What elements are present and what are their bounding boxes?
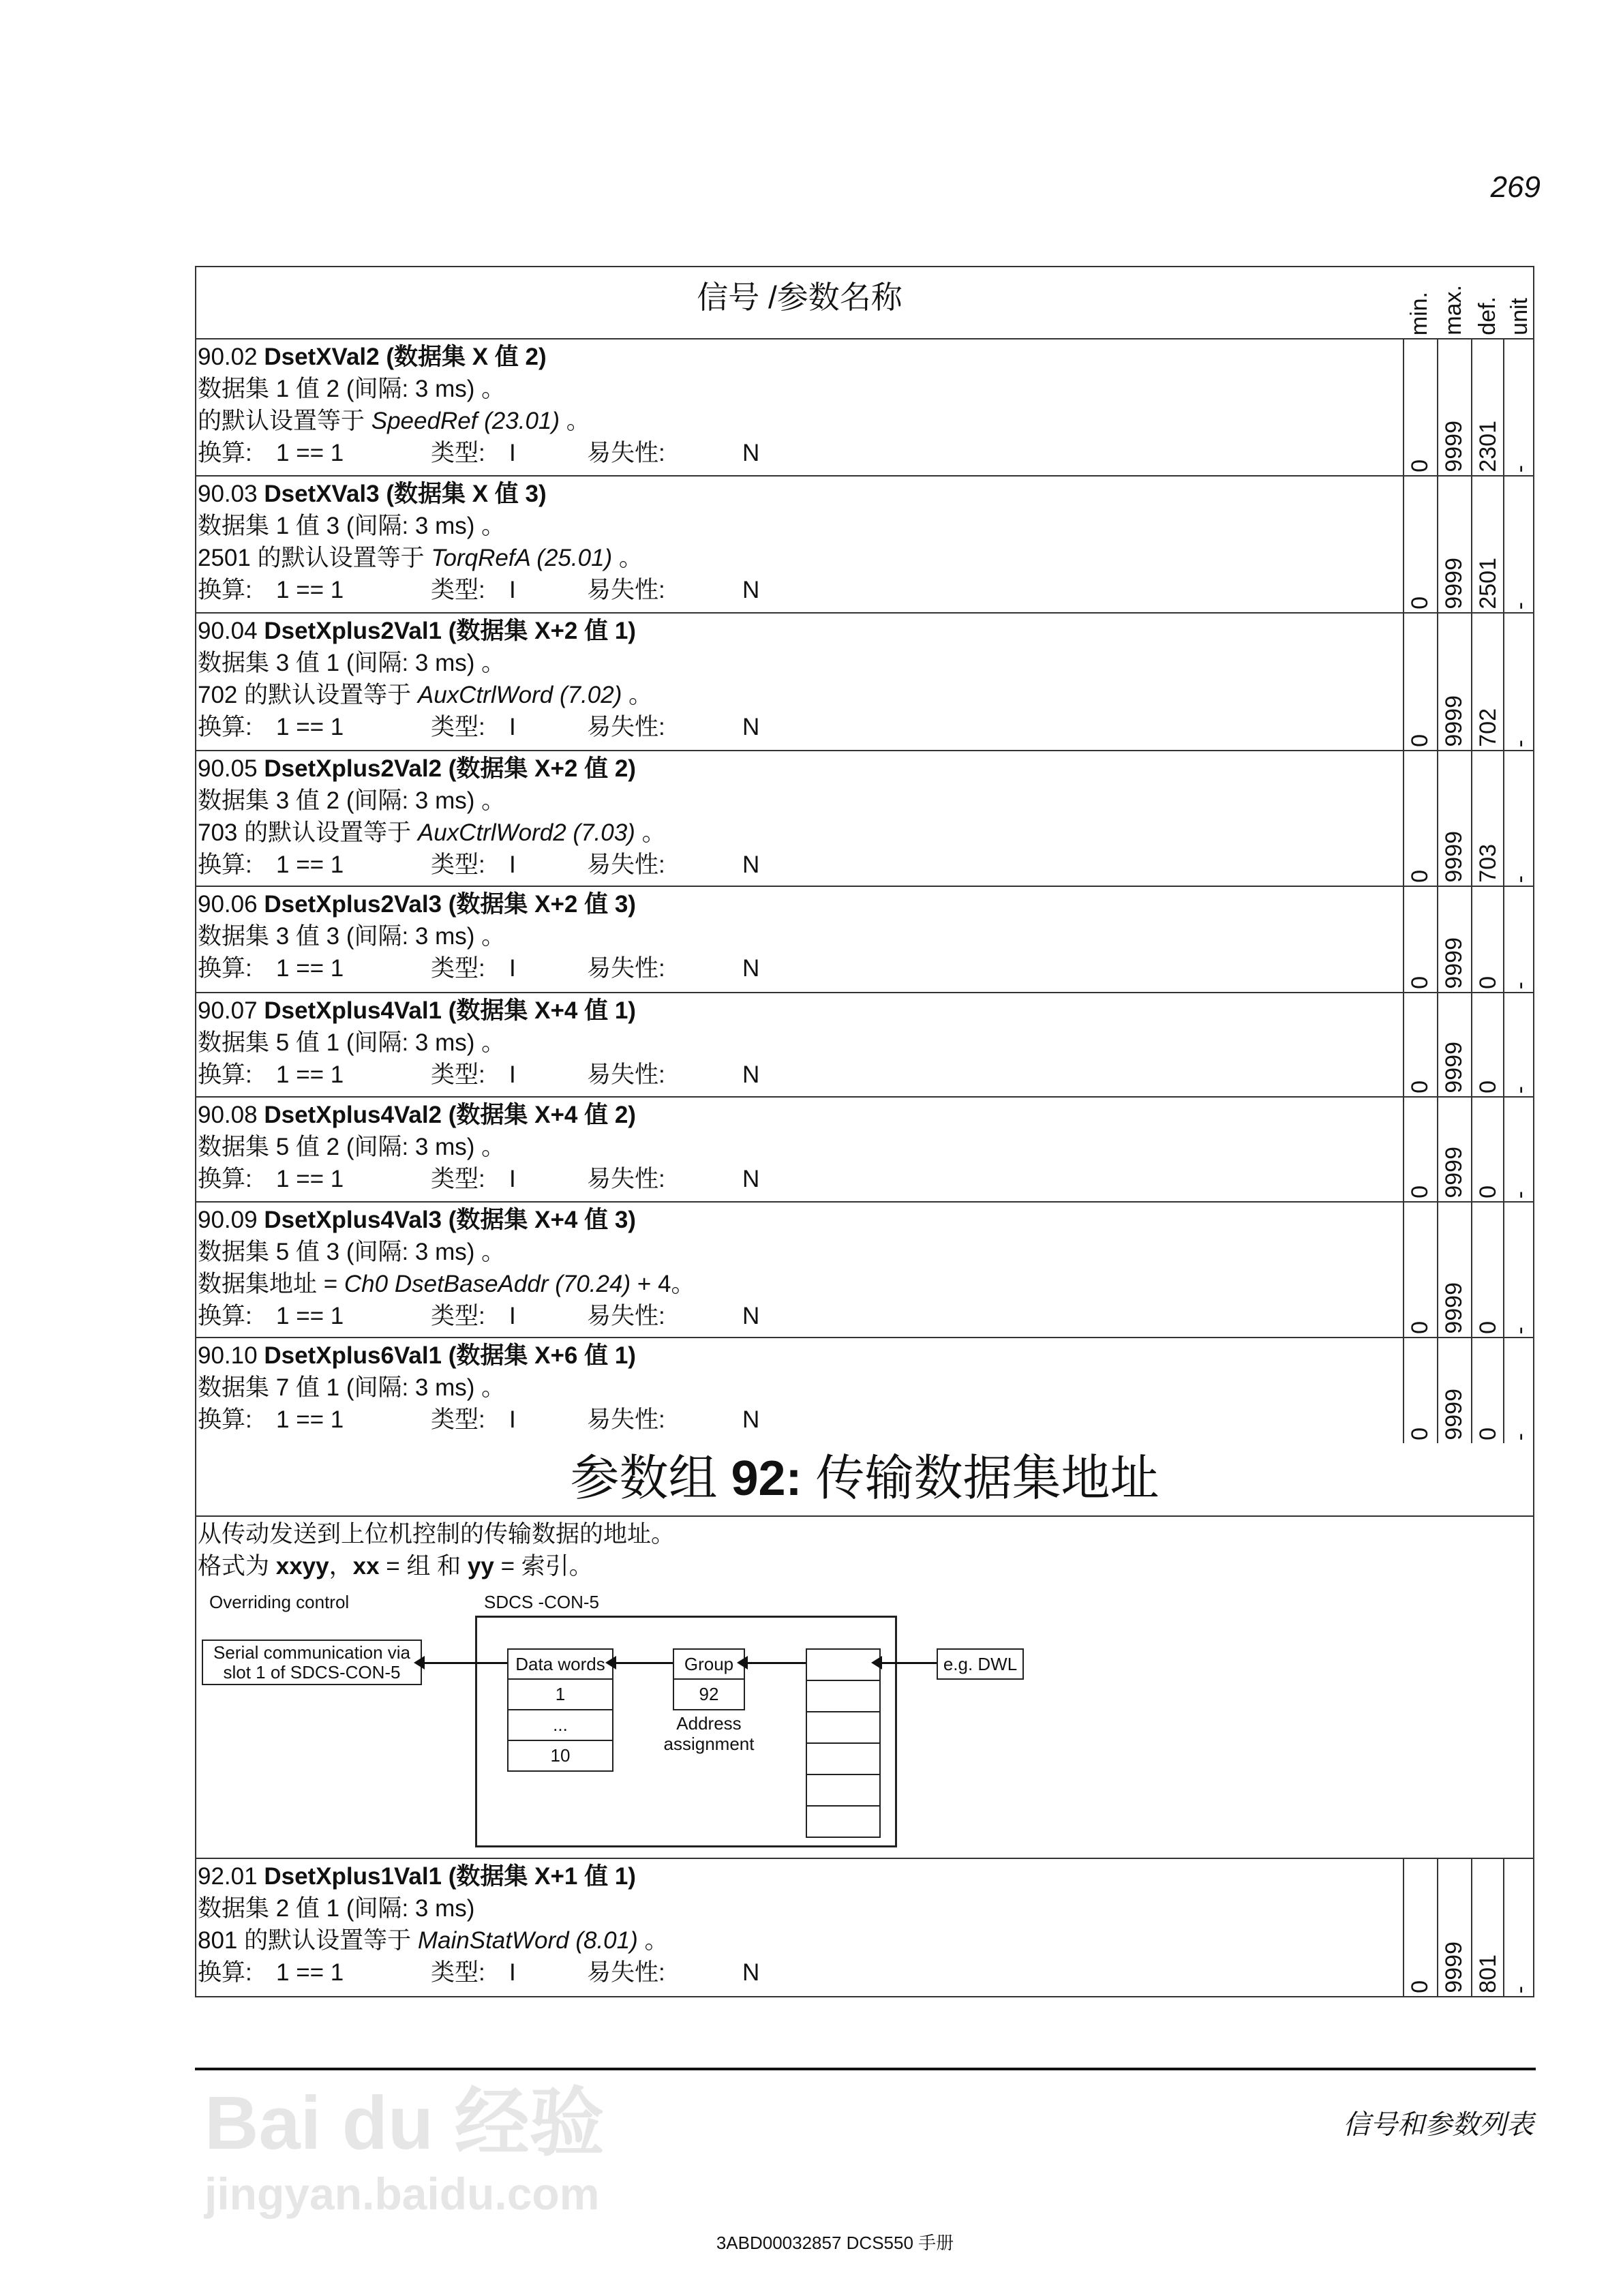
value-unit: - [1507, 464, 1533, 472]
value-max: 9999 [1441, 695, 1467, 747]
footer-document: 3ABD00032857 DCS550 手册 [716, 2233, 954, 2253]
param-attributes [198, 1957, 1403, 1989]
param-desc-line [198, 1268, 1403, 1300]
data-words-header: Data words [507, 1648, 613, 1680]
group-heading [196, 1443, 1533, 1517]
value-cell-unit [1503, 751, 1534, 886]
attr: 类型: [431, 1166, 485, 1192]
attr: 1 == 1 [276, 714, 344, 740]
param-attributes [198, 1059, 1403, 1091]
param-title [198, 995, 1403, 1027]
attr: 换算: [198, 1959, 252, 1986]
serial-box [202, 1640, 422, 1685]
col-unit: unit [1506, 298, 1532, 335]
param-name: DsetXplus6Val1 (数据集 X+6 值 1) [264, 1342, 636, 1369]
value-cell-unit [1503, 1859, 1534, 1996]
t: slot 1 of SDCS-CON-5 [223, 1662, 401, 1682]
attr: 换算: [198, 714, 252, 740]
value-min: 0 [1407, 459, 1433, 472]
value-cell-min [1403, 477, 1437, 612]
param-text [196, 1860, 1403, 1989]
t: assignment [663, 1734, 755, 1754]
t: yy [467, 1553, 494, 1580]
param-desc-line [198, 510, 1403, 542]
value-cell-max [1437, 614, 1471, 750]
param-name: DsetXplus4Val2 (数据集 X+4 值 2) [264, 1102, 636, 1128]
attr: I [509, 955, 516, 982]
value-def: 0 [1475, 1321, 1501, 1334]
desc-segment: 702 的默认设置等于 [198, 682, 418, 708]
param-name: DsetXplus4Val1 (数据集 X+4 值 1) [264, 997, 636, 1024]
param-text [196, 478, 1403, 606]
value-def: 0 [1475, 1185, 1501, 1198]
value-cell-def [1471, 1859, 1503, 1996]
attr: 1 == 1 [276, 1166, 344, 1192]
param-title [198, 1099, 1403, 1131]
attr: 类型: [431, 955, 485, 982]
value-unit: - [1507, 1985, 1533, 1993]
value-unit: - [1507, 1085, 1533, 1093]
param-desc-line [198, 920, 1403, 952]
desc-segment: MainStatWord (8.01) [417, 1927, 638, 1954]
value-cell-def [1471, 614, 1503, 750]
value-cell-def [1471, 1338, 1503, 1443]
table-row [196, 339, 1533, 477]
address-assignment-label [641, 1713, 777, 1754]
attr: N [742, 577, 760, 603]
value-cell-max [1437, 751, 1471, 886]
table-row [196, 751, 1533, 887]
value-cell-min [1403, 1203, 1437, 1337]
attr: 类型: [431, 851, 485, 878]
table-header [196, 267, 1533, 339]
arrow-to-data-words [615, 1662, 673, 1664]
attr: I [509, 440, 516, 466]
value-def: 2501 [1475, 558, 1501, 609]
attr: 换算: [198, 1406, 252, 1433]
attr: 易失性: [587, 577, 665, 603]
group-box: Group [673, 1648, 745, 1680]
attr: I [509, 1166, 516, 1192]
value-unit: - [1507, 875, 1533, 883]
attr: 类型: [431, 714, 485, 740]
t: = 索引。 [494, 1553, 593, 1580]
attr: N [742, 1959, 760, 1986]
attr: 类型: [431, 1303, 485, 1329]
attr: 1 == 1 [276, 1959, 344, 1986]
desc-segment: AuxCtrlWord (7.02) [417, 682, 622, 708]
value-min: 0 [1407, 1185, 1433, 1198]
param-desc-line [198, 1924, 1403, 1957]
param-title [198, 341, 1403, 373]
value-cell-unit [1503, 1203, 1534, 1337]
t: ， [329, 1553, 353, 1580]
header-title: 信号 /参数名称 [697, 280, 902, 315]
desc-segment: 数据集 5 值 2 (间隔: 3 ms) 。 [198, 1134, 506, 1160]
t: = 组 和 [379, 1553, 468, 1580]
value-max: 9999 [1441, 1147, 1467, 1198]
overriding-label: Overriding control [209, 1592, 350, 1612]
value-cell-max [1437, 339, 1471, 475]
desc-segment: 数据集 3 值 3 (间隔: 3 ms) 。 [198, 923, 506, 950]
value-cell-unit [1503, 887, 1534, 992]
param-desc-line [198, 1372, 1403, 1404]
value-cell-min [1403, 1338, 1437, 1443]
attr: 1 == 1 [276, 1061, 344, 1088]
param-code: 90.09 [198, 1207, 258, 1233]
arrow-to-stack [881, 1662, 937, 1664]
value-max: 9999 [1441, 421, 1467, 472]
watermark-url: jingyan.baidu.com [204, 2169, 600, 2219]
table-row [196, 1859, 1533, 1996]
table-row [196, 993, 1533, 1098]
sdcs-label: SDCS -CON-5 [484, 1592, 600, 1612]
value-max: 9999 [1441, 558, 1467, 609]
value-cell-unit [1503, 614, 1534, 750]
value-cell-unit [1503, 993, 1534, 1096]
attr: 1 == 1 [276, 1303, 344, 1329]
param-desc-line [198, 373, 1403, 405]
param-desc-line [198, 542, 1403, 574]
value-cell-max [1437, 477, 1471, 612]
t: xxyy [275, 1553, 329, 1580]
param-title [198, 1860, 1403, 1892]
attr: 易失性: [587, 714, 665, 740]
watermark-logo: Bai du 经验 [204, 2081, 605, 2165]
param-attributes [198, 711, 1403, 743]
arrow-to-group [746, 1662, 806, 1664]
value-cell-min [1403, 1098, 1437, 1201]
attr: I [509, 851, 516, 878]
table-row [196, 887, 1533, 993]
desc-segment: + 4。 [631, 1271, 695, 1297]
desc-segment: 数据集 1 值 2 (间隔: 3 ms) 。 [198, 376, 506, 402]
desc-segment: 的默认设置等于 [198, 408, 371, 434]
source-box: e.g. DWL [937, 1648, 1024, 1680]
attr: 换算: [198, 851, 252, 878]
desc-line: 从传动发送到上位机控制的传输数据的地址。 [198, 1521, 676, 1547]
parameter-table [195, 266, 1534, 1997]
value-unit: - [1507, 739, 1533, 747]
table-row [196, 477, 1533, 614]
value-def: 2301 [1475, 421, 1501, 472]
value-def: 0 [1475, 1081, 1501, 1093]
attr: I [509, 577, 516, 603]
param-title [198, 1340, 1403, 1372]
attr: 换算: [198, 1061, 252, 1088]
param-attributes [198, 574, 1403, 606]
attr: N [742, 1406, 760, 1433]
group-number-box: 92 [673, 1678, 745, 1710]
attr: I [509, 1061, 516, 1088]
param-desc-line [198, 405, 1403, 437]
value-cell-def [1471, 477, 1503, 612]
attr: I [509, 714, 516, 740]
value-cell-min [1403, 993, 1437, 1096]
arrow-to-serial [423, 1662, 507, 1664]
t: 格式为 [198, 1553, 276, 1580]
param-code: 90.10 [198, 1342, 258, 1369]
address-stack-cell [806, 1648, 881, 1681]
param-code: 90.04 [198, 618, 258, 644]
desc-segment: 数据集 7 值 1 (间隔: 3 ms) 。 [198, 1374, 506, 1401]
value-cell-max [1437, 887, 1471, 992]
desc-segment: 数据集 5 值 3 (间隔: 3 ms) 。 [198, 1239, 506, 1265]
desc-segment: 数据集 1 值 3 (间隔: 3 ms) 。 [198, 513, 506, 539]
value-max: 9999 [1441, 1042, 1467, 1093]
attr: I [509, 1406, 516, 1433]
group-prefix: 参数组 [570, 1451, 731, 1506]
param-name: DsetXplus4Val3 (数据集 X+4 值 3) [264, 1207, 636, 1233]
param-name: DsetXVal3 (数据集 X 值 3) [264, 481, 547, 507]
data-word-cell: 10 [507, 1740, 613, 1772]
value-cell-unit [1503, 1098, 1534, 1201]
param-name: DsetXplus2Val3 (数据集 X+2 值 3) [264, 891, 636, 918]
value-cell-unit [1503, 1338, 1534, 1443]
group-title: 传输数据集地址 [802, 1451, 1159, 1506]
value-min: 0 [1407, 1428, 1433, 1440]
footer-divider [195, 2068, 1536, 2070]
value-min: 0 [1407, 1081, 1433, 1093]
value-cell-min [1403, 614, 1437, 750]
attr: 易失性: [587, 955, 665, 982]
desc-segment: 数据集 2 值 1 (间隔: 3 ms) [198, 1895, 475, 1922]
attr: 易失性: [587, 851, 665, 878]
desc-segment: 。 [560, 408, 590, 434]
value-unit: - [1507, 601, 1533, 609]
param-text [196, 753, 1403, 881]
value-min: 0 [1407, 1321, 1433, 1334]
attr: 易失性: [587, 440, 665, 466]
value-cell-max [1437, 993, 1471, 1096]
t: xx [352, 1553, 380, 1580]
value-unit: - [1507, 1326, 1533, 1334]
param-text [196, 995, 1403, 1091]
value-cell-def [1471, 887, 1503, 992]
data-word-cell: 1 [507, 1678, 613, 1710]
param-title [198, 478, 1403, 510]
param-desc-line [198, 679, 1403, 711]
param-desc-line [198, 1027, 1403, 1059]
value-min: 0 [1407, 734, 1433, 747]
param-name: DsetXplus2Val1 (数据集 X+2 值 1) [264, 618, 636, 644]
desc-segment: 801 的默认设置等于 [198, 1927, 418, 1954]
attr: 换算: [198, 955, 252, 982]
attr: 换算: [198, 577, 252, 603]
param-attributes [198, 437, 1403, 469]
value-cell-unit [1503, 339, 1534, 475]
param-code: 90.03 [198, 481, 258, 507]
table-row [196, 1203, 1533, 1338]
param-desc-line [198, 1236, 1403, 1268]
attr: 类型: [431, 577, 485, 603]
value-def: 0 [1475, 1428, 1501, 1440]
param-code: 90.05 [198, 755, 258, 782]
desc-segment: 703 的默认设置等于 [198, 819, 418, 846]
attr: N [742, 1061, 760, 1088]
param-attributes [198, 1163, 1403, 1195]
t: Serial communication via [213, 1642, 410, 1663]
address-stack-cell [806, 1680, 881, 1712]
attr: 换算: [198, 1166, 252, 1192]
param-title [198, 1204, 1403, 1236]
attr: 易失性: [587, 1303, 665, 1329]
param-code: 90.02 [198, 344, 258, 370]
desc-segment: 数据集地址 = [198, 1271, 344, 1297]
param-desc-line [198, 647, 1403, 679]
attr: 类型: [431, 1061, 485, 1088]
address-stack-cell [806, 1742, 881, 1775]
value-cell-unit [1503, 477, 1534, 612]
param-desc-line [198, 817, 1403, 849]
value-unit: - [1507, 1190, 1533, 1198]
value-cell-min [1403, 887, 1437, 992]
desc-segment: 数据集 3 值 1 (间隔: 3 ms) 。 [198, 650, 506, 676]
desc-segment: TorqRefA (25.01) [431, 545, 613, 571]
value-min: 0 [1407, 596, 1433, 609]
footer-section: 信号和参数列表 [1343, 2109, 1534, 2141]
param-code: 90.07 [198, 997, 258, 1024]
param-text [196, 1340, 1403, 1436]
group-number: 92: [731, 1451, 802, 1506]
value-min: 0 [1407, 870, 1433, 883]
param-text [196, 615, 1403, 743]
table-row [196, 1338, 1533, 1443]
param-title [198, 753, 1403, 785]
attr: 1 == 1 [276, 440, 344, 466]
attr: 易失性: [587, 1061, 665, 1088]
value-cell-min [1403, 751, 1437, 886]
param-text [196, 1099, 1403, 1195]
attr: 1 == 1 [276, 851, 344, 878]
address-stack-cell [806, 1711, 881, 1744]
param-text [196, 1204, 1403, 1332]
attr: 易失性: [587, 1166, 665, 1192]
format-line [198, 1550, 1403, 1582]
value-def: 702 [1475, 708, 1501, 747]
attr: N [742, 955, 760, 982]
value-def: 801 [1475, 1954, 1501, 1993]
desc-segment: SpeedRef (23.01) [371, 408, 560, 434]
value-max: 9999 [1441, 831, 1467, 883]
value-min: 0 [1407, 1980, 1433, 1993]
col-def: def. [1474, 297, 1500, 335]
value-max: 9999 [1441, 937, 1467, 989]
desc-segment: Ch0 DsetBaseAddr (70.24) [344, 1271, 631, 1297]
value-min: 0 [1407, 976, 1433, 989]
attr: 类型: [431, 440, 485, 466]
attr: 1 == 1 [276, 955, 344, 982]
attr: 类型: [431, 1406, 485, 1433]
value-cell-min [1403, 1859, 1437, 1996]
value-cell-max [1437, 1203, 1471, 1337]
param-text [196, 888, 1403, 984]
col-max: max. [1440, 285, 1466, 335]
value-max: 9999 [1441, 1942, 1467, 1993]
param-name: DsetXplus1Val1 (数据集 X+1 值 1) [264, 1863, 636, 1890]
col-min: min. [1406, 291, 1432, 335]
param-attributes [198, 1404, 1403, 1436]
data-word-cell: ... [507, 1709, 613, 1741]
attr: 1 == 1 [276, 577, 344, 603]
address-stack-cell [806, 1774, 881, 1807]
attr: 1 == 1 [276, 1406, 344, 1433]
desc-segment: 。 [612, 545, 643, 571]
t: Address [676, 1713, 742, 1734]
value-cell-min [1403, 339, 1437, 475]
param-desc-line [198, 785, 1403, 817]
desc-segment: 数据集 5 值 1 (间隔: 3 ms) 。 [198, 1029, 506, 1056]
param-attributes [198, 952, 1403, 984]
desc-segment: 。 [622, 682, 653, 708]
param-name: DsetXplus2Val2 (数据集 X+2 值 2) [264, 755, 636, 782]
attr: N [742, 851, 760, 878]
param-title [198, 615, 1403, 647]
desc-segment: 数据集 3 值 2 (间隔: 3 ms) 。 [198, 787, 506, 814]
address-stack-cell [806, 1805, 881, 1838]
param-code: 92.01 [198, 1863, 258, 1890]
attr: N [742, 1303, 760, 1329]
attr: I [509, 1959, 516, 1986]
attr: I [509, 1303, 516, 1329]
attr: N [742, 440, 760, 466]
value-cell-max [1437, 1098, 1471, 1201]
value-cell-def [1471, 339, 1503, 475]
value-cell-def [1471, 751, 1503, 886]
value-cell-def [1471, 1098, 1503, 1201]
attr: N [742, 714, 760, 740]
attr: 易失性: [587, 1959, 665, 1986]
param-attributes [198, 849, 1403, 881]
attr: 换算: [198, 1303, 252, 1329]
desc-segment: 。 [637, 1927, 669, 1954]
attr: 换算: [198, 440, 252, 466]
table-row [196, 614, 1533, 751]
page-number: 269 [1490, 170, 1541, 204]
desc-segment: AuxCtrlWord2 (7.03) [417, 819, 635, 846]
value-cell-def [1471, 993, 1503, 1096]
value-cell-def [1471, 1203, 1503, 1337]
param-code: 90.08 [198, 1102, 258, 1128]
param-text [196, 341, 1403, 469]
param-desc-line [198, 1131, 1403, 1163]
desc-segment: 2501 的默认设置等于 [198, 545, 431, 571]
attr: N [742, 1166, 760, 1192]
param-desc-line [198, 1892, 1403, 1924]
value-unit: - [1507, 981, 1533, 989]
param-name: DsetXVal2 (数据集 X 值 2) [264, 344, 547, 370]
value-max: 9999 [1441, 1389, 1467, 1440]
desc-segment: 。 [635, 819, 666, 846]
value-def: 703 [1475, 844, 1501, 883]
value-max: 9999 [1441, 1282, 1467, 1334]
value-unit: - [1507, 1432, 1533, 1440]
attr: 易失性: [587, 1406, 665, 1433]
value-cell-max [1437, 1338, 1471, 1443]
value-cell-max [1437, 1859, 1471, 1996]
param-code: 90.06 [198, 891, 258, 918]
param-attributes [198, 1300, 1403, 1332]
attr: 类型: [431, 1959, 485, 1986]
value-def: 0 [1475, 976, 1501, 989]
table-row [196, 1098, 1533, 1203]
group-description [196, 1517, 1533, 1859]
param-title [198, 888, 1403, 920]
